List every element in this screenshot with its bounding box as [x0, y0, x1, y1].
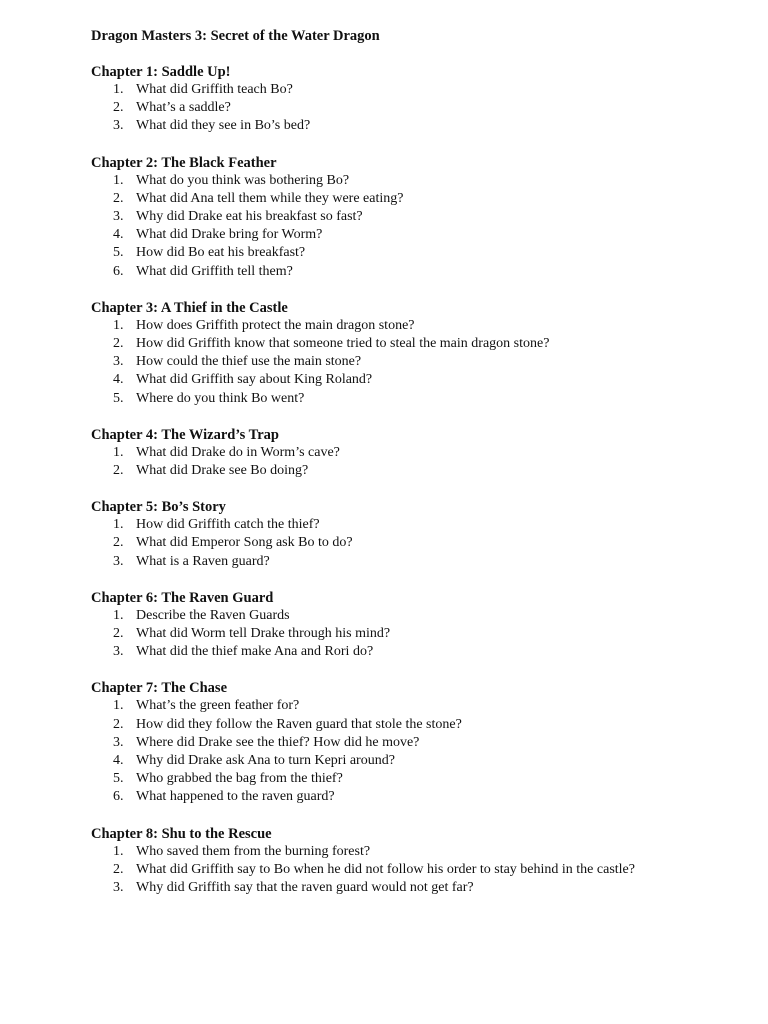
question-item: [91, 244, 711, 262]
question-number: 1.: [113, 444, 124, 460]
question-text: Why did Griffith say that the raven guard would not get far?: [136, 880, 474, 896]
chapter-section: [91, 679, 711, 806]
question-item: [91, 335, 711, 353]
question-number: 1.: [113, 517, 124, 533]
question-text: What did Worm tell Drake through his mind?: [136, 626, 391, 642]
question-item: [91, 208, 711, 226]
question-text: How did they follow the Raven guard that stole the stone?: [136, 716, 462, 732]
question-text: What did Drake see Bo doing?: [136, 463, 309, 479]
question-text: What’s the green feather for?: [136, 698, 300, 714]
question-text: What did Drake do in Worm’s cave?: [136, 444, 340, 460]
question-text: What did the thief make Ana and Rori do?: [136, 644, 374, 660]
question-item: [91, 770, 711, 788]
question-item: [91, 788, 711, 806]
question-number: 2.: [113, 861, 124, 877]
question-number: 2.: [113, 463, 124, 479]
question-text: How could the thief use the main stone?: [136, 354, 362, 370]
question-item: [91, 861, 711, 879]
question-text: What did they see in Bo’s bed?: [136, 118, 311, 134]
question-item: [91, 444, 711, 462]
question-number: 4.: [113, 753, 124, 769]
question-item: [91, 516, 711, 534]
question-number: 2.: [113, 716, 124, 732]
question-item: [91, 172, 711, 190]
question-text: What did Ana tell them while they were eating?: [136, 190, 404, 206]
question-number: 3.: [113, 209, 124, 225]
question-list: [91, 172, 711, 281]
question-text: How did Bo eat his breakfast?: [136, 245, 306, 261]
question-text: What do you think was bothering Bo?: [136, 172, 350, 188]
question-number: 5.: [113, 390, 124, 406]
question-item: [91, 317, 711, 335]
question-number: 3.: [113, 644, 124, 660]
question-item: [91, 843, 711, 861]
question-item: [91, 697, 711, 715]
question-item: [91, 534, 711, 552]
question-text: What’s a saddle?: [136, 100, 231, 116]
question-number: 2.: [113, 626, 124, 642]
chapter-title: Chapter 8: Shu to the Rescue: [91, 825, 272, 842]
question-number: 2.: [113, 336, 124, 352]
question-text: What did Drake bring for Worm?: [136, 227, 323, 243]
question-item: [91, 752, 711, 770]
question-number: 1.: [113, 82, 124, 97]
question-text: Where did Drake see the thief? How did he move?: [136, 734, 420, 750]
question-number: 6.: [113, 789, 124, 805]
chapter-title: Chapter 6: The Raven Guard: [91, 589, 274, 606]
chapter-title: Chapter 3: A Thief in the Castle: [91, 299, 288, 316]
question-number: 1.: [113, 698, 124, 714]
question-item: [91, 625, 711, 643]
question-list: [91, 444, 711, 480]
question-number: 5.: [113, 771, 124, 787]
question-number: 1.: [113, 843, 124, 859]
chapter-title: Chapter 7: The Chase: [91, 680, 228, 697]
question-text: How does Griffith protect the main dragon stone?: [136, 317, 415, 333]
question-list: [91, 607, 711, 662]
question-number: 3.: [113, 880, 124, 896]
question-item: [91, 371, 711, 389]
document-title: Dragon Masters 3: Secret of the Water Dragon: [91, 28, 380, 44]
question-list: [91, 81, 711, 136]
question-list: [91, 516, 711, 571]
question-item: [91, 81, 711, 99]
question-item: [91, 117, 711, 135]
question-item: [91, 553, 711, 571]
question-number: 3.: [113, 354, 124, 370]
question-number: 3.: [113, 553, 124, 569]
question-list: [91, 697, 711, 806]
chapter-title: Chapter 1: Saddle Up!: [91, 64, 231, 80]
question-item: [91, 190, 711, 208]
question-number: 3.: [113, 118, 124, 134]
question-number: 4.: [113, 227, 124, 243]
question-number: 5.: [113, 245, 124, 261]
question-number: 6.: [113, 263, 124, 279]
question-item: [91, 734, 711, 752]
question-text: Why did Drake ask Ana to turn Kepri around?: [136, 753, 395, 769]
question-text: What did Griffith tell them?: [136, 263, 293, 279]
question-number: 4.: [113, 372, 124, 388]
chapter-section: [91, 426, 711, 480]
question-text: What did Griffith say about King Roland?: [136, 372, 373, 388]
document-page: [91, 27, 711, 915]
question-number: 2.: [113, 100, 124, 116]
question-number: 1.: [113, 317, 124, 333]
chapter-title: Chapter 5: Bo’s Story: [91, 499, 226, 516]
question-text: What did Emperor Song ask Bo to do?: [136, 535, 353, 551]
chapter-list: [91, 63, 711, 897]
chapter-title: Chapter 4: The Wizard’s Trap: [91, 426, 279, 443]
question-number: 2.: [113, 190, 124, 206]
question-text: What did Griffith say to Bo when he did not follow his order to stay behind in the castle?: [136, 861, 635, 877]
question-list: [91, 317, 711, 408]
question-text: Why did Drake eat his breakfast so fast?: [136, 209, 363, 225]
question-text: Who grabbed the bag from the thief?: [136, 771, 343, 787]
question-text: What is a Raven guard?: [136, 553, 270, 569]
chapter-section: [91, 589, 711, 662]
question-number: 1.: [113, 172, 124, 188]
question-item: [91, 462, 711, 480]
chapter-section: [91, 63, 711, 136]
question-text: How did Griffith catch the thief?: [136, 517, 320, 533]
question-item: [91, 263, 711, 281]
question-item: [91, 607, 711, 625]
question-item: [91, 226, 711, 244]
question-text: How did Griffith know that someone tried to steal the main dragon stone?: [136, 336, 550, 352]
chapter-section: [91, 825, 711, 898]
question-item: [91, 390, 711, 408]
question-number: 2.: [113, 535, 124, 551]
question-item: [91, 879, 711, 897]
chapter-section: [91, 299, 711, 408]
question-item: [91, 643, 711, 661]
chapter-title: Chapter 2: The Black Feather: [91, 154, 277, 171]
question-text: What happened to the raven guard?: [136, 789, 335, 805]
chapter-section: [91, 154, 711, 281]
question-number: 1.: [113, 607, 124, 623]
question-number: 3.: [113, 734, 124, 750]
question-list: [91, 843, 711, 898]
chapter-section: [91, 498, 711, 571]
question-text: Where do you think Bo went?: [136, 390, 305, 406]
question-text: What did Griffith teach Bo?: [136, 82, 293, 97]
question-text: Who saved them from the burning forest?: [136, 843, 371, 859]
question-item: [91, 353, 711, 371]
question-item: [91, 716, 711, 734]
question-item: [91, 99, 711, 117]
question-text: Describe the Raven Guards: [136, 607, 290, 623]
